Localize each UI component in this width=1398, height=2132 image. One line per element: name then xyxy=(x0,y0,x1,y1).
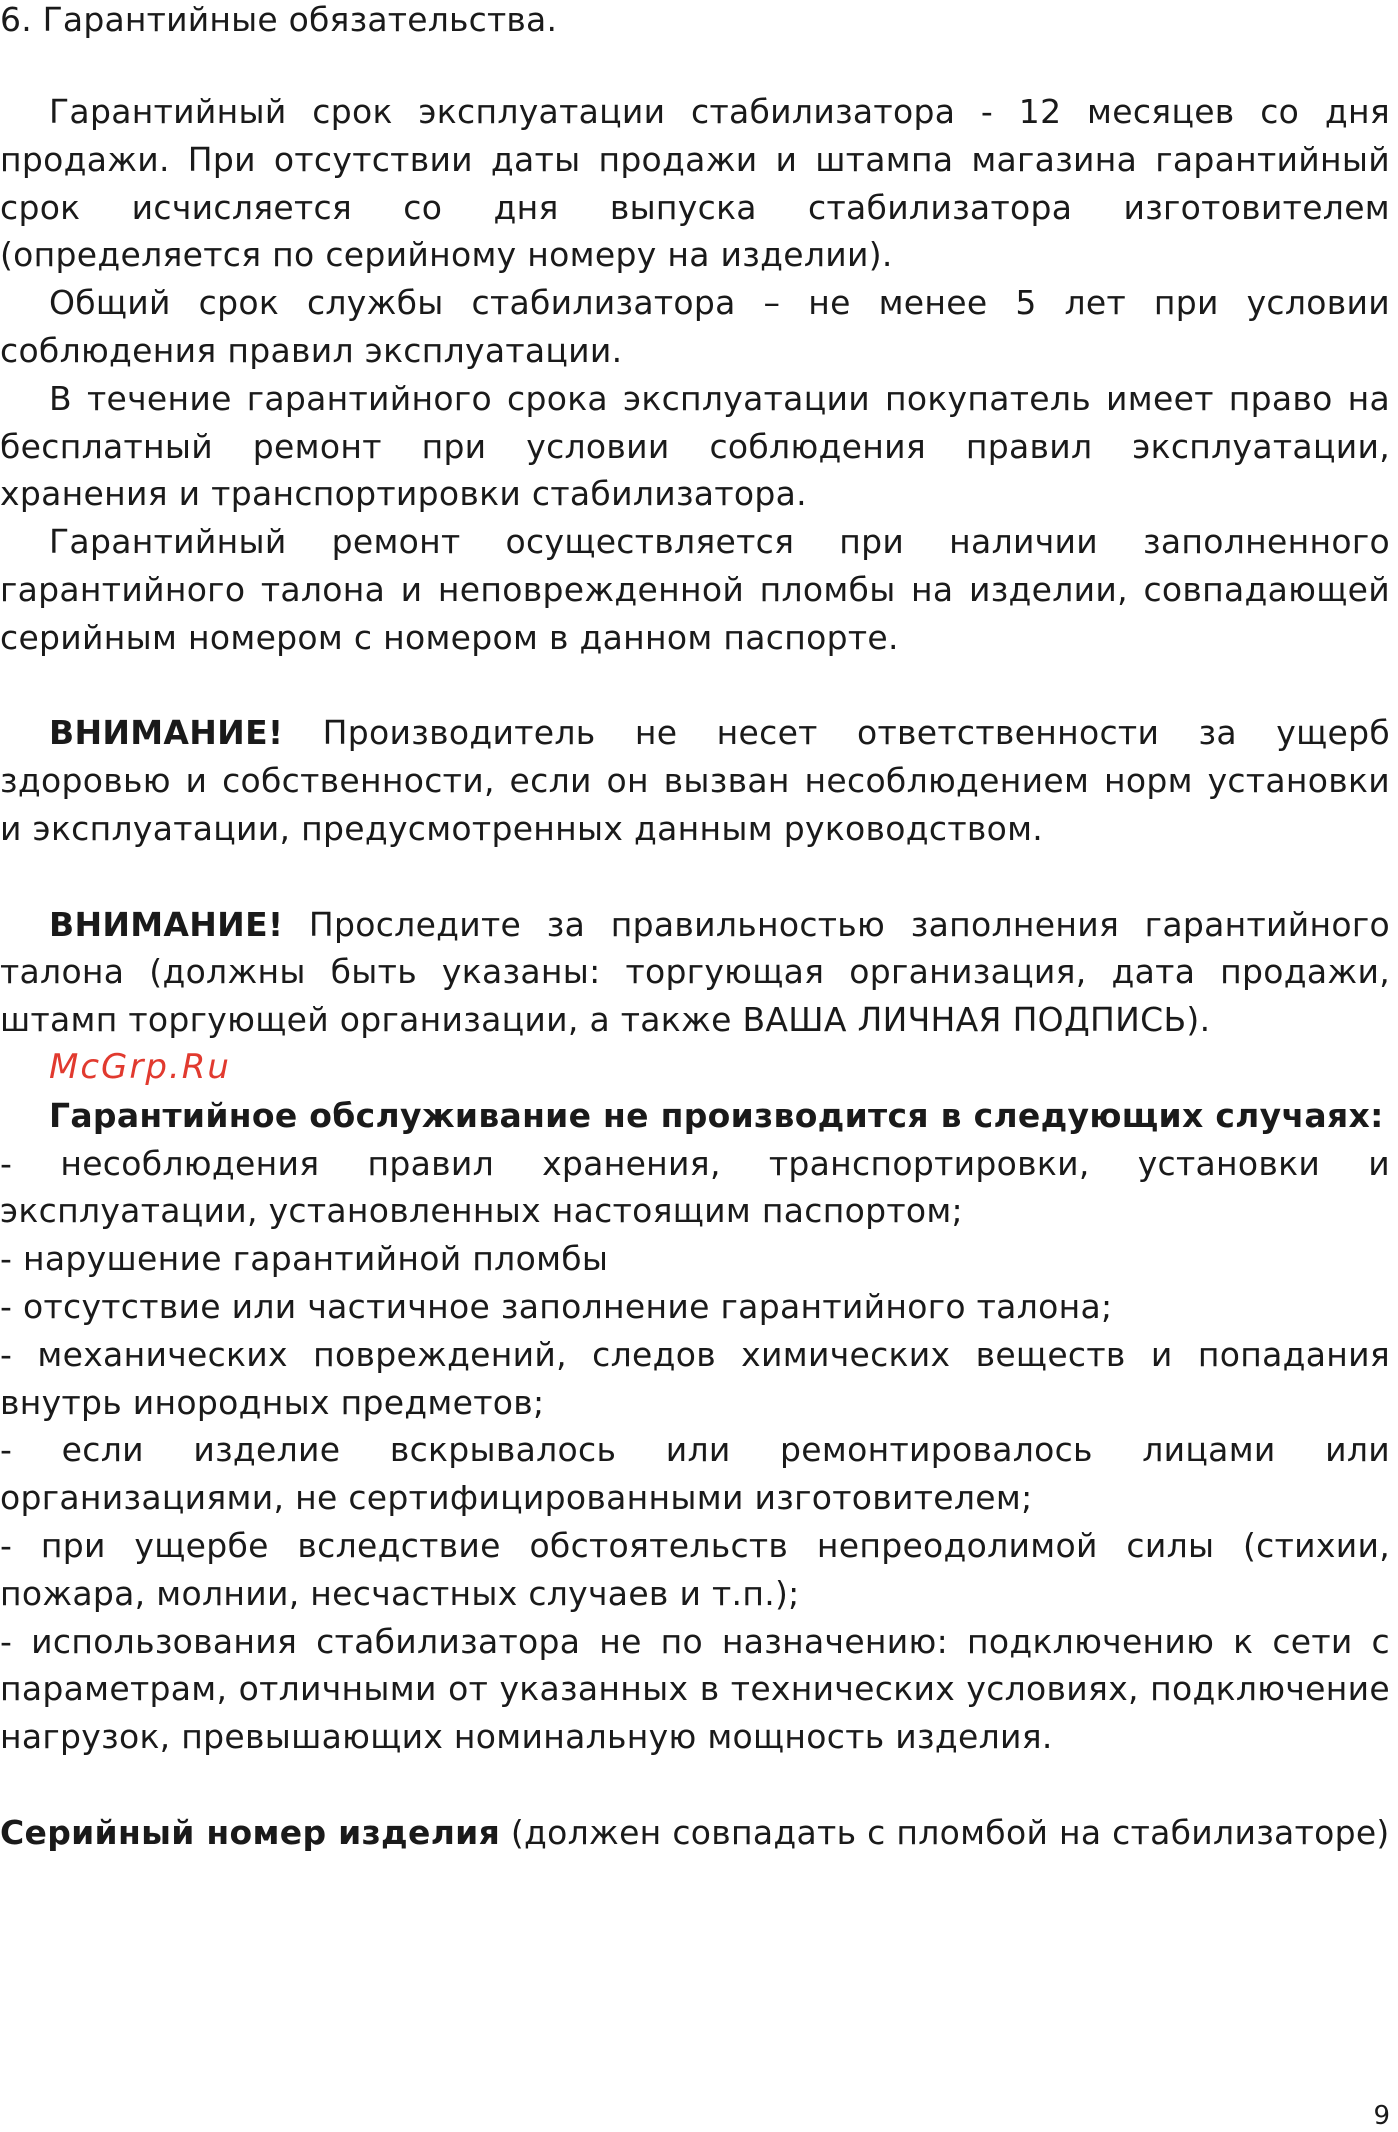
warning-label: ВНИМАНИЕ! xyxy=(49,904,284,944)
spacer xyxy=(0,662,1390,710)
liability-warning xyxy=(0,709,1390,852)
warning-text: Проследите за правильностью заполнения гарантийного талона (должны быть указаны: торгующая организация, дата продажи, штамп торгующей организации, а также xyxy=(0,904,1390,1040)
warranty-card-warning xyxy=(0,901,1390,1044)
warning-text-end: ). xyxy=(1186,1000,1211,1040)
free-repair-paragraph: В течение гарантийного срока эксплуатации покупатель имеет право на бесплатный ремонт при условии соблюдения правил эксплуатации, хранения и транспортировки стабилизатора. xyxy=(0,378,1390,514)
serial-number-line xyxy=(0,1809,1390,1857)
list-item: - если изделие вскрывалось или ремонтировалось лицами или организациями, не сертифицированными изготовителем; xyxy=(0,1430,1390,1518)
spacer xyxy=(0,1761,1390,1809)
warning-label: ВНИМАНИЕ! xyxy=(49,713,284,753)
exclusions-title: Гарантийное обслуживание не производится в следующих случаях: xyxy=(49,1095,1384,1135)
list-item: - отсутствие или частичное заполнение гарантийного талона; xyxy=(0,1286,1113,1326)
section-heading: 6. Гарантийные обязательства. xyxy=(0,0,558,39)
list-item: - механических повреждений, следов химических веществ и попадания внутрь инородных предметов; xyxy=(0,1334,1390,1422)
signature-emphasis: ВАША ЛИЧНАЯ ПОДПИСЬ xyxy=(742,1000,1187,1040)
list-item: - несоблюдения правил хранения, транспортировки, установки и эксплуатации, установленных настоящим паспортом; xyxy=(0,1143,1390,1231)
document-body xyxy=(0,88,1390,1856)
list-item: - при ущербе вследствие обстоятельств непреодолимой силы (стихии, пожара, молнии, несчастных случаев и т.п.); xyxy=(0,1525,1390,1613)
serial-number-label: Серийный номер изделия xyxy=(0,1812,501,1852)
list-item: - использования стабилизатора не по назначению: подключению к сети с параметрам, отличными от указанных в технических условиях, подключение нагрузок, превышающих номинальную мощность изделия. xyxy=(0,1621,1390,1757)
serial-number-note: (должен совпадать с пломбой на стабилизаторе) xyxy=(500,1812,1390,1852)
spacer xyxy=(0,853,1390,901)
repair-conditions-paragraph: Гарантийный ремонт осуществляется при наличии заполненного гарантийного талона и неповрежденной пломбы на изделии, совпадающей серийным номером с номером в данном паспорте. xyxy=(0,522,1390,657)
warranty-period-paragraph: Гарантийный срок эксплуатации стабилизатора - 12 месяцев со дня продажи. При отсутствии даты продажи и штампа магазина гарантийный срок исчисляется со дня выпуска стабилизатора изготовителем (определяется по серийному номеру на изделии). xyxy=(0,92,1390,275)
exclusions-list xyxy=(0,1140,1390,1761)
site-watermark: McGrp.Ru xyxy=(49,1046,231,1087)
warning-text: Производитель не несет ответственности за ущерб здоровью и собственности, если он вызван несоблюдением норм установки и эксплуатации, предусмотренных данным руководством. xyxy=(0,713,1390,848)
service-life-paragraph: Общий срок службы стабилизатора – не менее 5 лет при условии соблюдения правил эксплуатации. xyxy=(0,283,1390,370)
page-number: 9 xyxy=(1373,2101,1390,2131)
list-item: - нарушение гарантийной пломбы xyxy=(0,1239,609,1279)
